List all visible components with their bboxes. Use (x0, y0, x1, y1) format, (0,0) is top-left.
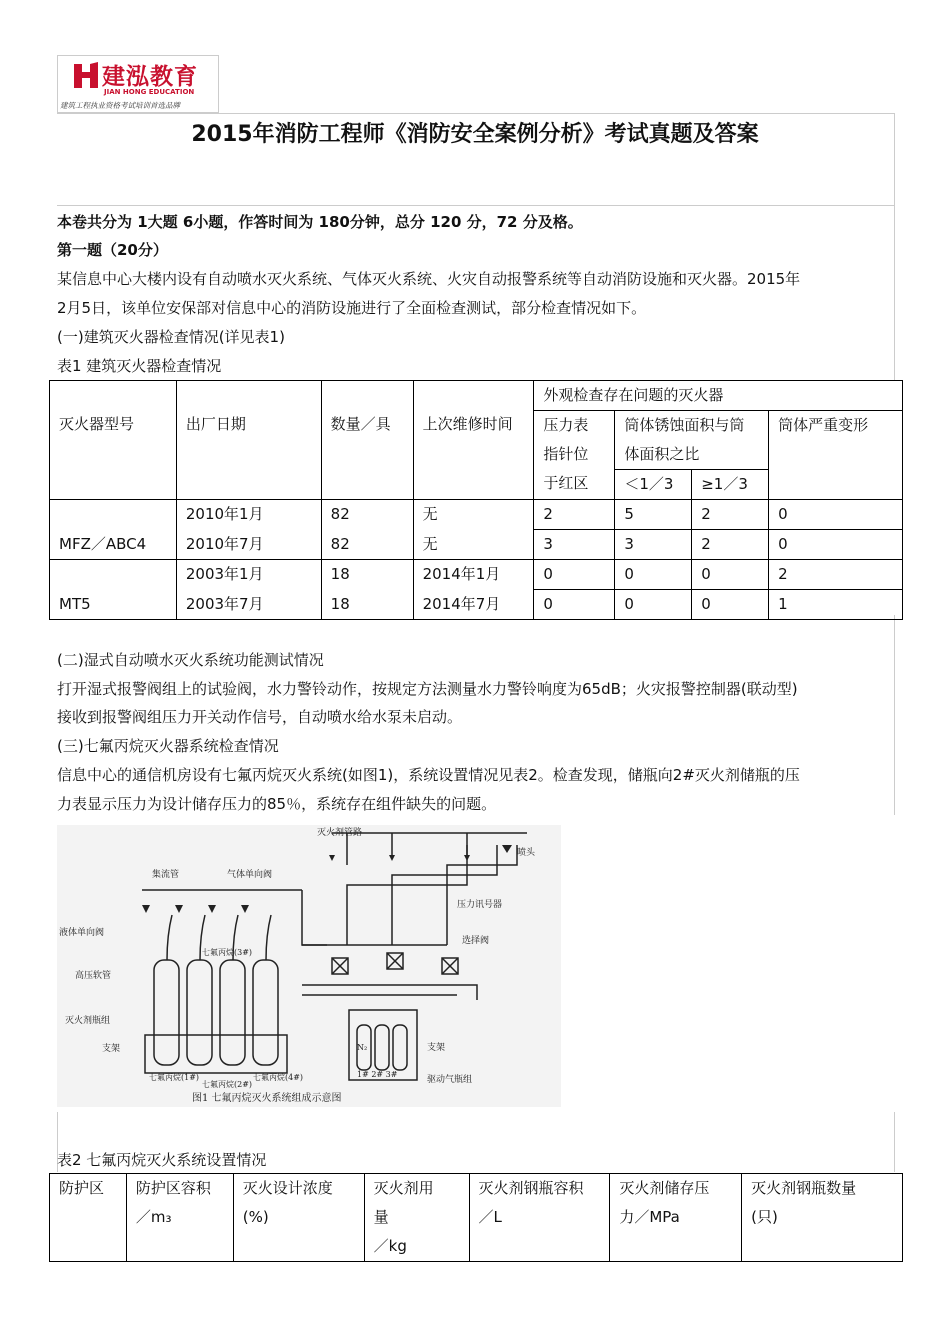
system-diagram (57, 825, 561, 1107)
cylinder-2-label: 七氟丙烷(2#) (202, 1080, 253, 1089)
frame-line-mid (57, 205, 895, 206)
section1-heading: (一)建筑灭火器检查情况(详见表1) (57, 328, 285, 346)
frame-line-right2 (894, 205, 895, 380)
table-cell: 2014年7月 (413, 590, 534, 620)
table-cell: 无 (413, 500, 534, 530)
section2-heading: (二)湿式自动喷水灭火系统功能测试情况 (57, 651, 324, 669)
label-manifold: 集流管 (152, 870, 180, 880)
label-rack-2: 支架 (427, 1043, 446, 1053)
table-cell: 82 (321, 530, 413, 560)
section2-line2: 接收到报警阀组压力开关动作信号，自动喷水给水泵未启动。 (57, 708, 463, 726)
logo-name-cn: 建泓教育 (102, 64, 198, 90)
question-heading: 第一题（20分） (57, 241, 168, 259)
label-hose: 高压软管 (75, 971, 112, 981)
table-cell: 3 (534, 530, 615, 560)
t2-header-count: 灭火剂钢瓶数量 (只) (742, 1174, 903, 1262)
header-deform: 筒体严重变形 (769, 411, 903, 500)
t2-header-agent-amount: 灭火剂用 量 ／kg (364, 1174, 469, 1262)
table-cell: 0 (534, 560, 615, 590)
table2-caption: 表2 七氟丙烷灭火系统设置情况 (57, 1151, 267, 1169)
table-cell: 2010年1月 (176, 500, 321, 530)
table-cell: 2014年1月 (413, 560, 534, 590)
label-drive-bank: 驱动气瓶组 (427, 1075, 473, 1085)
cylinder-4-label: 七氟丙烷(4#) (253, 1073, 304, 1082)
frame-line-right3 (894, 615, 895, 815)
logo-name-en: JIAN HONG EDUCATION (104, 88, 195, 96)
table-cell: 0 (615, 560, 692, 590)
t2-header-cylinder-volume: 灭火剂钢瓶容积 ／L (469, 1174, 610, 1262)
logo-mark-icon (72, 60, 100, 90)
label-n2: N₂ (357, 1043, 368, 1052)
cylinder-3-label: 七氟丙烷(3#) (202, 948, 253, 957)
t2-header-volume: 防护区容积 ／m₃ (126, 1174, 233, 1262)
table-cell: 2 (692, 500, 769, 530)
extinguisher-table (49, 380, 903, 620)
table-row (50, 500, 903, 530)
table-row (50, 560, 903, 590)
label-drive-numbers: 1# 2# 3# (357, 1070, 398, 1079)
table-cell: 2003年1月 (176, 560, 321, 590)
header-repair: 上次维修时间 (413, 381, 534, 500)
table-cell: 18 (321, 590, 413, 620)
page-title: 2015年消防工程师《消防安全案例分析》考试真题及答案 (191, 122, 759, 147)
label-agent-bank: 灭火剂瓶组 (65, 1016, 111, 1026)
section3-heading: (三)七氟丙烷灭火器系统检查情况 (57, 737, 279, 755)
label-selector: 选择阀 (462, 936, 490, 946)
header-date: 出厂日期 (176, 381, 321, 500)
brand-logo (57, 55, 219, 113)
table-cell: 5 (615, 500, 692, 530)
t2-header-concentration: 灭火设计浓度 (%) (233, 1174, 364, 1262)
table-cell: 0 (692, 590, 769, 620)
header-pressure: 压力表 指针位 于红区 (534, 411, 615, 500)
label-gas-check: 气体单向阀 (227, 870, 273, 880)
label-nozzle: 喷头 (517, 848, 536, 858)
header-lt: ＜1／3 (615, 470, 692, 500)
system-diagram-svg (57, 825, 561, 1107)
t2-header-pressure: 灭火剂储存压 力／MPa (610, 1174, 742, 1262)
t2-header-zone: 防护区 (50, 1174, 127, 1262)
header-model: 灭火器型号 (50, 381, 177, 500)
table-cell: 2 (534, 500, 615, 530)
exam-intro: 本卷共分为 1大题 6小题，作答时间为 180分钟，总分 120 分，72 分及格。 (57, 213, 583, 231)
table-cell: 0 (534, 590, 615, 620)
header-qty: 数量／具 (321, 381, 413, 500)
label-rack: 支架 (102, 1044, 121, 1054)
table1-caption: 表1 建筑灭火器检查情况 (57, 357, 222, 375)
frame-line-right4 (894, 1112, 895, 1172)
header-ge: ≥1／3 (692, 470, 769, 500)
header-group: 外观检查存在问题的灭火器 (534, 381, 903, 411)
table-cell: 82 (321, 500, 413, 530)
header-corrosion: 筒体锈蚀面积与筒 体面积之比 (615, 411, 769, 470)
halon-system-table (49, 1173, 903, 1262)
cylinder-1-label: 七氟丙烷(1#) (149, 1073, 200, 1082)
table-cell: 2010年7月 (176, 530, 321, 560)
table-cell: 0 (615, 590, 692, 620)
table-cell: 2003年7月 (176, 590, 321, 620)
para1-line2: 2月5日，该单位安保部对信息中心的消防设施进行了全面检查测试，部分检查情况如下。 (57, 299, 647, 317)
section2-line1: 打开湿式报警阀组上的试验阀，水力警铃动作，按规定方法测量水力警铃响度为65dB；火灾报警控制器(联动型) (57, 680, 798, 698)
label-liquid-check: 液体单向阀 (59, 928, 105, 938)
table-cell: 0 (769, 500, 903, 530)
table-cell: MT5 (50, 590, 177, 620)
extinguisher-table-body (50, 500, 903, 620)
logo-slogan: 建筑工程执业资格考试培训首选品牌 (60, 101, 180, 110)
table-cell: MFZ／ABC4 (50, 530, 177, 560)
table-row (50, 590, 903, 620)
table-cell: 0 (769, 530, 903, 560)
table-cell: 18 (321, 560, 413, 590)
figure-caption: 图1 七氟丙烷灭火系统组成示意图 (192, 1093, 342, 1104)
table-cell: 2 (692, 530, 769, 560)
table-cell: 0 (692, 560, 769, 590)
table-cell (50, 500, 177, 530)
frame-line-top (57, 113, 895, 114)
table-row (50, 530, 903, 560)
section3-line2: 力表显示压力为设计储存压力的85％，系统存在组件缺失的问题。 (57, 795, 497, 813)
table-cell: 2 (769, 560, 903, 590)
label-pressure-signal: 压力讯号器 (457, 900, 503, 910)
para1-line1: 某信息中心大楼内设有自动喷水灭火系统、气体灭火系统、火灾自动报警系统等自动消防设施和灭火器。2015年 (57, 270, 801, 288)
table-cell (50, 560, 177, 590)
table-cell: 1 (769, 590, 903, 620)
table-cell: 3 (615, 530, 692, 560)
label-pipe: 灭火剂管路 (317, 828, 363, 838)
section3-line1: 信息中心的通信机房设有七氟丙烷灭火系统(如图1)，系统设置情况见表2。检查发现，储瓶向2#灭火剂储瓶的压 (57, 766, 800, 784)
table-cell: 无 (413, 530, 534, 560)
